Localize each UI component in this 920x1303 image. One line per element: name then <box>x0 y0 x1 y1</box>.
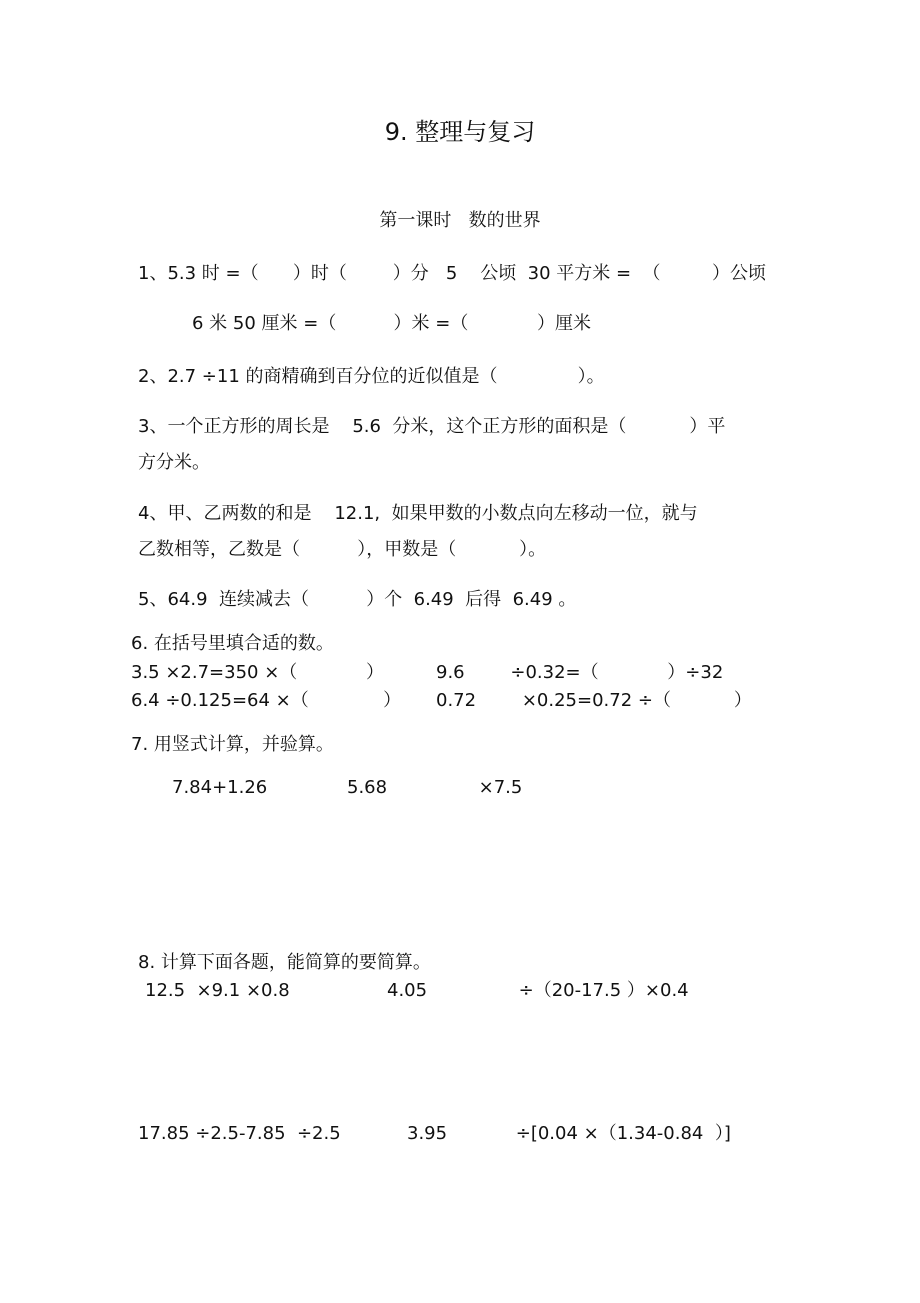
question-6-item-3: 6.4 ÷0.125=64 ×（ ） <box>131 690 402 711</box>
question-7-expression-1: 7.84+1.26 <box>172 777 268 798</box>
question-7-expression-2: 5.68 ×7.5 <box>347 777 523 798</box>
question-8-expression-4: 3.95 ÷[0.04 ×（1.34-0.84 ）] <box>407 1123 731 1144</box>
question-6-item-2: 9.6 ÷0.32=（ ）÷32 <box>436 662 724 683</box>
question-7-heading: 7. 用竖式计算，并验算。 <box>131 734 334 755</box>
question-3-line-1: 3、一个正方形的周长是 5.6 分米，这个正方形的面积是（ ）平 <box>138 416 726 437</box>
question-8-expression-2: 4.05 ÷（20-17.5 ）×0.4 <box>387 980 689 1001</box>
question-8-expression-3: 17.85 ÷2.5-7.85 ÷2.5 <box>138 1123 341 1144</box>
question-4-line-2: 乙数相等，乙数是（ ），甲数是（ ）。 <box>138 539 547 560</box>
page-title: 9. 整理与复习 <box>384 118 536 146</box>
lesson-subtitle: 第一课时 数的世界 <box>379 210 541 231</box>
question-2: 2、2.7 ÷11 的商精确到百分位的近似值是（ ）。 <box>138 366 605 387</box>
question-8-expression-1: 12.5 ×9.1 ×0.8 <box>145 980 290 1001</box>
question-3-line-2: 方分米。 <box>138 452 210 473</box>
question-1-line-1: 1、5.3 时 =（ ）时（ ）分 5 公顷 30 平方米 = （ ）公顷 <box>138 263 767 284</box>
question-8-heading: 8. 计算下面各题，能简算的要简算。 <box>138 952 431 973</box>
question-6-heading: 6. 在括号里填合适的数。 <box>131 633 334 654</box>
question-6-item-1: 3.5 ×2.7=350 ×（ ） <box>131 662 384 683</box>
question-5: 5、64.9 连续减去（ ）个 6.49 后得 6.49 。 <box>138 589 577 610</box>
question-6-item-4: 0.72 ×0.25=0.72 ÷（ ） <box>436 690 752 711</box>
question-1-line-2: 6 米 50 厘米 =（ ）米 =（ ）厘米 <box>192 313 592 334</box>
question-4-line-1: 4、甲、乙两数的和是 12.1, 如果甲数的小数点向左移动一位，就与 <box>138 503 698 524</box>
